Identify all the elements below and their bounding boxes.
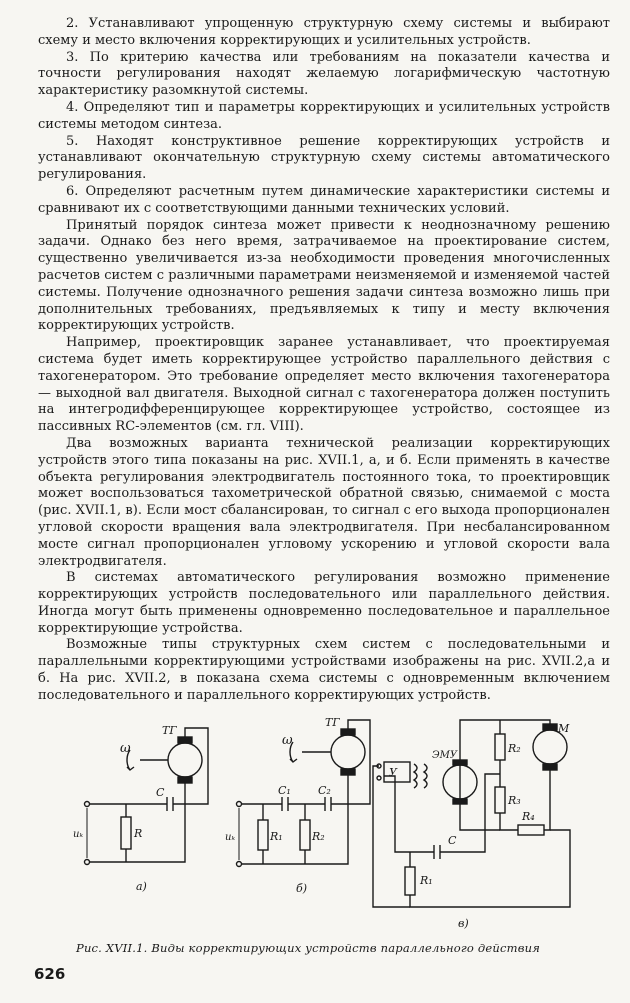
brush-bottom-a bbox=[178, 777, 192, 783]
r1-label-c: R₁ bbox=[420, 874, 433, 887]
resistor-r4-c bbox=[518, 825, 544, 835]
brush-top-b bbox=[341, 729, 355, 735]
paragraph-step-4: 4. Определяют тип и параметры корректирующих и усилительных устройств системы методом синтеза. bbox=[38, 99, 610, 132]
paragraph-variants: Два возможных варианта технической реализации корректирующих устройств этого типа показаны на рис. XVII.1, а, и б. Если применять в качестве объекта регулирования электродвигатель постоянного тока, то проектировщик может воспользоваться тахометрической обратной связью, снимаемой с моста (рис. XVII.1, в). Если мост сбалансирован, то сигнал с его выхода пропорционален угловой скорости вращения вала электродвигателя. При несбалансированном мосте сигнал пропорционален угловому ускорению и угловой скорости вала электродвигателя. bbox=[38, 435, 610, 569]
uk-label-b: uₖ bbox=[225, 832, 236, 843]
terminal-bottom-b bbox=[237, 862, 242, 867]
resistor-r1-b bbox=[258, 820, 268, 850]
paragraph-step-3: 3. По критерию качества или требованиям на показатели качества и точности регулирования находят желаемую логарифмическую частотную характеристику разомкнутой системы. bbox=[38, 49, 610, 99]
rotation-arrowhead-a bbox=[127, 767, 134, 770]
wire-r3-bottom bbox=[500, 813, 518, 830]
r1-label-b: R₁ bbox=[270, 830, 283, 843]
emu-winding-1 bbox=[414, 764, 417, 788]
tachogenerator-b bbox=[331, 735, 365, 769]
c-label-c: C bbox=[448, 834, 457, 847]
resistor-r2-c bbox=[495, 734, 505, 760]
terminal-bottom-a bbox=[85, 860, 90, 865]
paragraph-synthesis-order: Принятый порядок синтеза может привести к неоднозначному решению задачи. Однако без него время, затрачиваемое на проектирование систем, существенно увеличивается из-за необходимости проведения многочисленных расчетов систем с различными параметрами неизменяемой и изменяемой частей системы. Получение однозначного решения задачи синтеза возможно лишь при дополнительных требованиях, предъявляемых к типу и месту включения корректирующих устройств. bbox=[38, 217, 610, 334]
r2-label-c: R₂ bbox=[508, 742, 521, 755]
resistor-r2-b bbox=[300, 820, 310, 850]
amp-input-2 bbox=[377, 776, 381, 780]
paragraph-systems: В системах автоматического регулирования возможно применение корректирующих устройств последовательного или параллельного действия. Иногда могут быть применены одновременно последовательное и параллельное корректирующие устройства. bbox=[38, 570, 610, 636]
body-text bbox=[38, 16, 610, 705]
r4-label-c: R₄ bbox=[522, 810, 535, 823]
circuit-c bbox=[373, 720, 570, 930]
paragraph-example: Например, проектировщик заранее устанавливает, что проектируемая система будет иметь корректирующее устройство параллельного действия с тахогенератором. Это требование определяет место включения тахогенератора — выходной вал двигателя. Выходной сигнал с тахогенератора должен поступить на интегродифференцирующее корректирующее устройство, состоящее из пассивных RC-элементов (см. гл. VIII). bbox=[38, 335, 610, 435]
c1-label-b: C₁ bbox=[278, 784, 291, 797]
r-label-a: R bbox=[134, 827, 143, 840]
c-label-a: C bbox=[156, 786, 165, 799]
subfig-label-c: в) bbox=[458, 917, 469, 930]
tg-label-a: ТГ bbox=[162, 724, 177, 737]
amplifier-y bbox=[384, 762, 410, 782]
motor-m bbox=[533, 730, 567, 764]
terminal-top-a bbox=[85, 802, 90, 807]
figure-caption: Рис. XVII.1. Виды корректирующих устройств параллельного действия bbox=[76, 941, 541, 955]
circuit-diagrams bbox=[30, 712, 620, 937]
brush-bottom-b bbox=[341, 769, 355, 775]
page-number: 626 bbox=[34, 965, 66, 983]
paragraph-step-2: 2. Устанавливают упрощенную структурную схему системы и выбирают схему и место включения корректирующих и усилительных устройств. bbox=[38, 16, 610, 48]
resistor-r1-c bbox=[405, 867, 415, 895]
tachogenerator-a bbox=[168, 743, 202, 777]
resistor-r3-c bbox=[495, 787, 505, 813]
subfig-label-b: б) bbox=[296, 882, 308, 895]
rotation-arrowhead-b bbox=[290, 759, 297, 762]
wire-to-amp bbox=[384, 776, 434, 852]
resistor-r-a bbox=[121, 817, 131, 849]
circuit-b bbox=[225, 716, 370, 895]
paragraph-structures: Возможные типы структурных схем систем с последовательными и параллельными корректирующими устройствами изображены на рис. XVII.2,а и б. На рис. XVII.2, в показана схема системы с одновременным включением последовательного и параллельного корректирующих устройств. bbox=[38, 637, 610, 703]
wire-bottom-c bbox=[410, 830, 570, 907]
brush-top-a bbox=[178, 737, 192, 743]
motor-brush-top bbox=[543, 724, 557, 730]
uk-label-a: uₖ bbox=[73, 829, 84, 840]
emu-brush-bottom bbox=[453, 799, 467, 804]
paragraph-step-5: 5. Находят конструктивное решение корректирующих устройств и устанавливают окончательную структурную схему системы автоматического регулирования. bbox=[38, 133, 610, 183]
terminal-top-b bbox=[237, 802, 242, 807]
motor-brush-bottom bbox=[543, 764, 557, 770]
y-label: У bbox=[389, 766, 397, 779]
circuit-a bbox=[73, 724, 208, 893]
wire-bottom-a bbox=[90, 783, 185, 862]
emu-winding-2 bbox=[424, 764, 427, 788]
wire-emu-bridge bbox=[460, 804, 500, 830]
r3-label-c: R₃ bbox=[508, 794, 521, 807]
emu-label: ЭМУ bbox=[432, 750, 458, 761]
paragraph-step-6: 6. Определяют расчетным путем динамические характеристики системы и сравнивают их с соответствующими данными технических условий. bbox=[38, 183, 610, 216]
wire-r4-motor bbox=[544, 770, 550, 830]
c2-label-b: C₂ bbox=[318, 784, 331, 797]
omega-label-b: ω bbox=[282, 733, 293, 748]
figure-circuits bbox=[30, 712, 620, 937]
omega-label-a: ω bbox=[120, 741, 131, 756]
subfig-label-a: а) bbox=[136, 880, 147, 893]
tg-label-b: ТГ bbox=[325, 716, 340, 729]
r2-label-b: R₂ bbox=[312, 830, 325, 843]
m-label: М bbox=[558, 722, 570, 735]
